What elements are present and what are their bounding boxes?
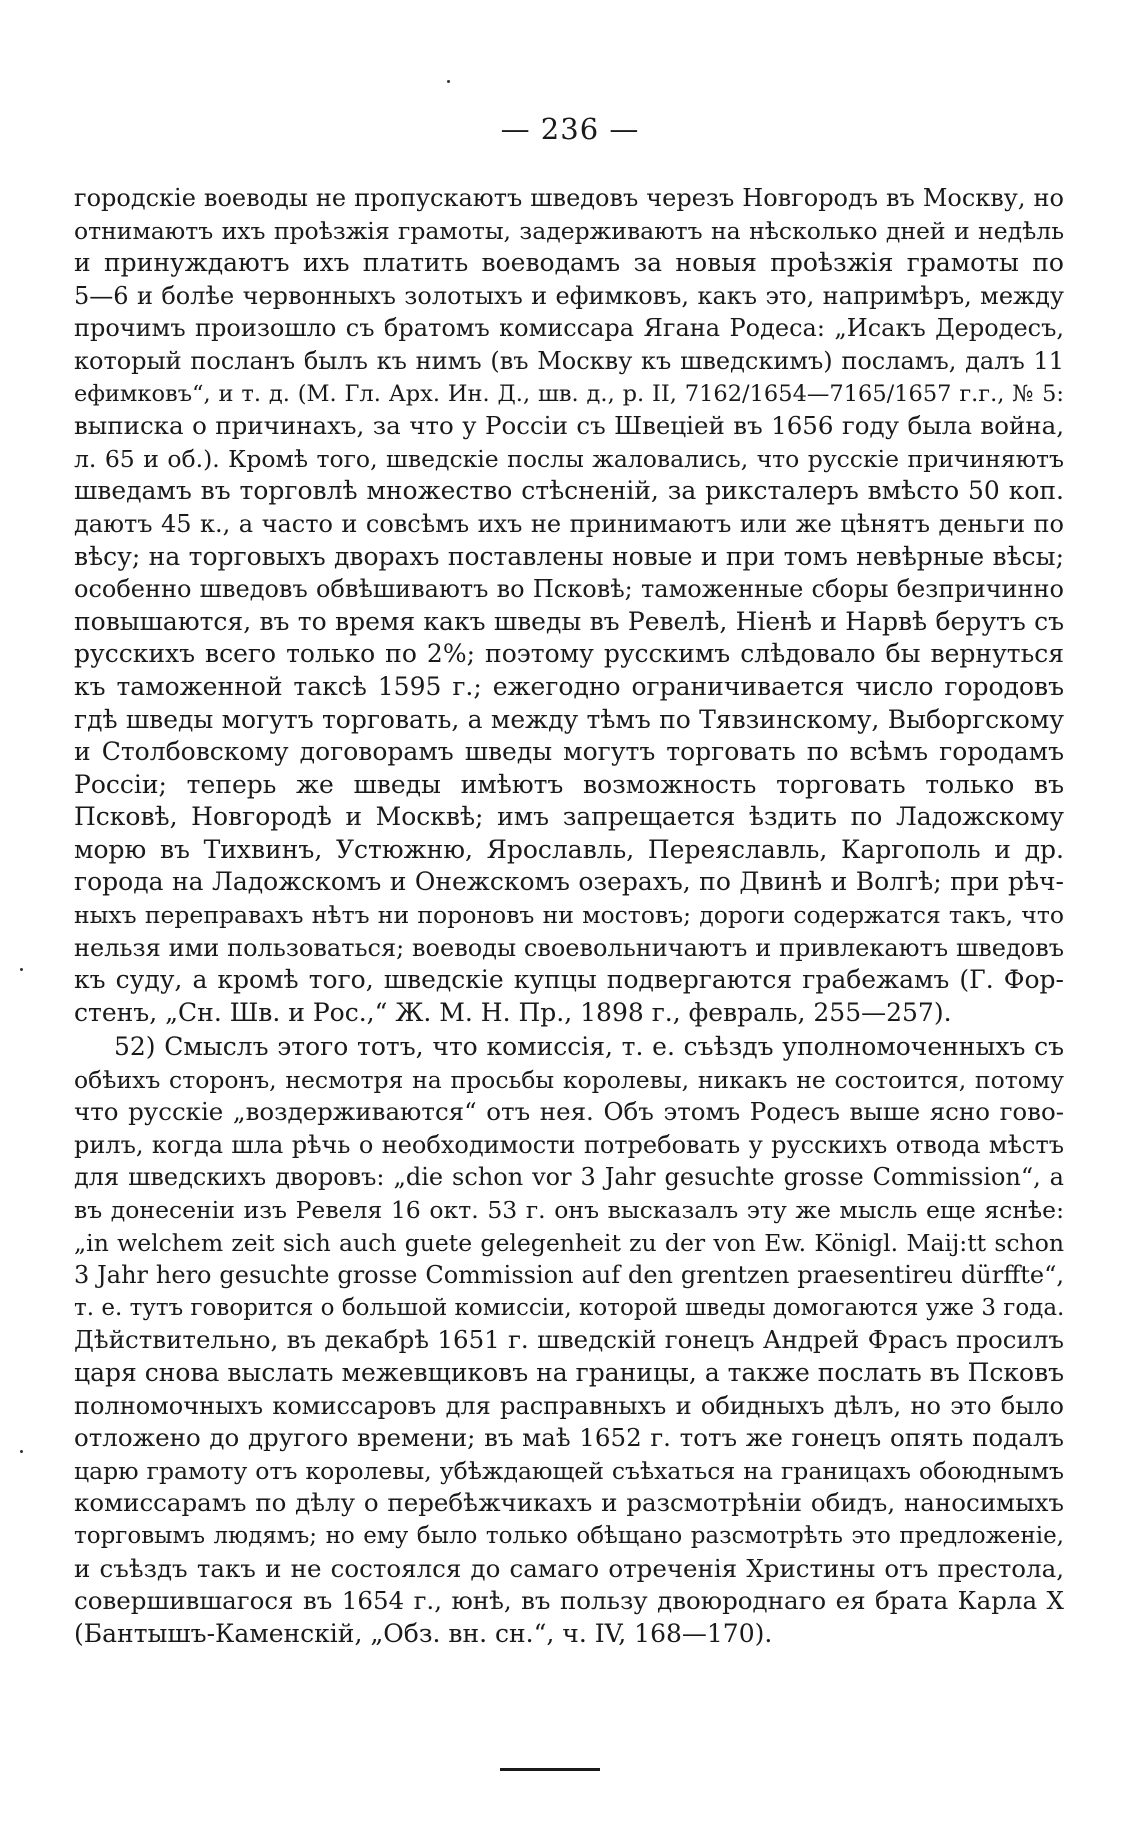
text-line: который посланъ былъ къ нимъ (въ Москву къ шведскимъ) посламъ, далъ 11 [74, 346, 1064, 375]
text-line: морю въ Тихвинъ, Устюжню, Ярославль, Переяславль, Каргополь и др. [74, 834, 1064, 864]
text-line: нельзя ими пользоваться; воеводы своевольничаютъ и привлекаютъ шведовъ [74, 933, 1064, 962]
text-line: даютъ 45 к., а часто и совсѣмъ ихъ не принимаютъ или же цѣнятъ деньги по [74, 509, 1064, 538]
text-line: для шведскихъ дворовъ: „die schon vor 3 Jahr gesuchte grosse Commission“, а [74, 1163, 1064, 1192]
text-line: ныхъ переправахъ нѣтъ ни пороновъ ни мостовъ; дороги содержатся такъ, что [74, 901, 1064, 930]
text-line: выписка о причинахъ, за что у Россіи съ Швеціей въ 1656 году была война, [74, 411, 1064, 441]
text-line: и принуждаютъ ихъ платить воеводамъ за новыя проѣзжія грамоты по [74, 248, 1064, 278]
text-line: ефимковъ“, и т. д. (М. Гл. Арх. Ин. Д., шв. д., р. II, 7162/1654—7165/1657 г.г., № 5: [74, 380, 1064, 407]
text-line: русскихъ всего только по 2%; поэтому русскимъ слѣдовало бы вернуться [74, 639, 1064, 669]
text-line: обѣихъ сторонъ, несмотря на просьбы королевы, никакъ не состоится, потому [74, 1065, 1064, 1094]
text-line: 3 Jahr hero gesuchte grosse Commission auf den grentzen praesentireu dürffte“, [74, 1261, 1064, 1290]
text-line: особенно шведовъ обвѣшиваютъ во Псковѣ; таможенные сборы безпричинно [74, 575, 1064, 604]
text-line: шведамъ въ торговлѣ множество стѣсненій, за риксталеръ вмѣсто 50 коп. [74, 476, 1064, 506]
text-line: 52) Смыслъ этого тотъ, что комиссія, т. е. съѣздъ уполномоченныхъ съ [114, 1032, 1064, 1061]
text-line: и съѣздъ такъ и не состоялся до самаго отреченія Христины отъ престола, [74, 1553, 1064, 1583]
text-line: къ таможенной таксѣ 1595 г.; ежегодно ограничивается число городовъ [74, 671, 1064, 701]
text-line: царя снова выслать межевщиковъ на границы, а также послать въ Псковъ [74, 1357, 1064, 1387]
text-line: въ донесеніи изъ Ревеля 16 окт. 53 г. онъ высказалъ эту же мысль еще яснѣе: [74, 1195, 1064, 1224]
text-line: Дѣйствительно, въ декабрѣ 1651 г. шведскій гонецъ Андрей Фрасъ просилъ [74, 1325, 1064, 1355]
text-line: отложено до другого времени; въ маѣ 1652 г. тотъ же гонецъ опять подалъ [74, 1423, 1064, 1453]
footnote-continuation [74, 182, 1064, 1029]
text-line: Псковѣ, Новгородѣ и Москвѣ; имъ запрещается ѣздить по Ладожскому [74, 802, 1064, 832]
speck-mark [20, 968, 23, 971]
text-line: прочимъ произошло съ братомъ комиссара Ягана Родеса: „Исакъ Деродесъ, [74, 314, 1064, 343]
footnote-52 [74, 1031, 1064, 1650]
end-rule [500, 1768, 600, 1771]
page-number: — 236 — [500, 112, 640, 146]
text-line: л. 65 и об.). Кромѣ того, шведскіе послы жаловались, что русскіе причиняютъ [74, 444, 1064, 473]
text-line: что русскіе „воздерживаются“ отъ нея. Объ этомъ Родесъ выше ясно гово- [74, 1097, 1064, 1127]
text-line: городскіе воеводы не пропускаютъ шведовъ черезъ Новгородъ въ Москву, но [74, 184, 1064, 212]
text-line: Россіи; теперь же шведы имѣютъ возможность торговать только въ [74, 769, 1064, 799]
text-line: комиссарамъ по дѣлу о перебѣжчикахъ и разсмотрѣніи обидъ, наносимыхъ [74, 1488, 1064, 1518]
text-line: стенъ, „Сн. Шв. и Рос.,“ Ж. М. Н. Пр., 1898 г., февраль, 255—257). [74, 997, 952, 1027]
text-line: рилъ, когда шла рѣчь о необходимости потребовать у русскихъ отвода мѣстъ [74, 1130, 1064, 1159]
text-line: отнимаютъ ихъ проѣзжія грамоты, задерживаютъ на нѣсколько дней и недѣль [74, 216, 1064, 245]
text-line: къ суду, а кромѣ того, шведскіе купцы подвергаются грабежамъ (Г. Фор- [74, 965, 1064, 995]
text-line: вѣсу; на торговыхъ дворахъ поставлены новые и при томъ невѣрные вѣсы; [74, 541, 1064, 571]
speck-mark [447, 80, 450, 83]
text-line: совершившагося въ 1654 г., юнѣ, въ пользу двоюроднаго ея брата Карла X [74, 1586, 1064, 1616]
text-line: 5—6 и болѣе червонныхъ золотыхъ и ефимковъ, какъ это, напримѣръ, между [74, 281, 1064, 310]
text-line: города на Ладожскомъ и Онежскомъ озерахъ, по Двинѣ и Волгѣ; при рѣч- [74, 867, 1064, 897]
text-line: (Бантышъ-Каменскій, „Обз. вн. сн.“, ч. IV, 168—170). [74, 1618, 773, 1648]
text-line: торговымъ людямъ; но ему было только обѣщано разсмотрѣть это предложеніе, [74, 1522, 1064, 1549]
text-line: полномочныхъ комиссаровъ для расправныхъ и обидныхъ дѣлъ, но это было [74, 1391, 1064, 1420]
speck-mark [20, 1450, 23, 1453]
text-line: и Столбовскому договорамъ шведы могутъ торговать по всѣмъ городамъ [74, 737, 1064, 767]
text-line: повышаются, въ то время какъ шведы въ Ревелѣ, Ніенѣ и Нарвѣ берутъ съ [74, 606, 1064, 636]
text-line: гдѣ шведы могутъ торговать, а между тѣмъ по Тявзинскому, Выборгскому [74, 704, 1064, 734]
text-line: царю грамоту отъ королевы, убѣждающей съѣхаться на границахъ обоюднымъ [74, 1456, 1064, 1485]
text-line: т. е. тутъ говорится о большой комиссіи, которой шведы домогаются уже 3 года. [74, 1294, 1064, 1321]
text-line: „in welchem zeit sich auch guete gelegenheit zu der von Ew. Königl. Maij:tt schon [74, 1228, 1064, 1257]
